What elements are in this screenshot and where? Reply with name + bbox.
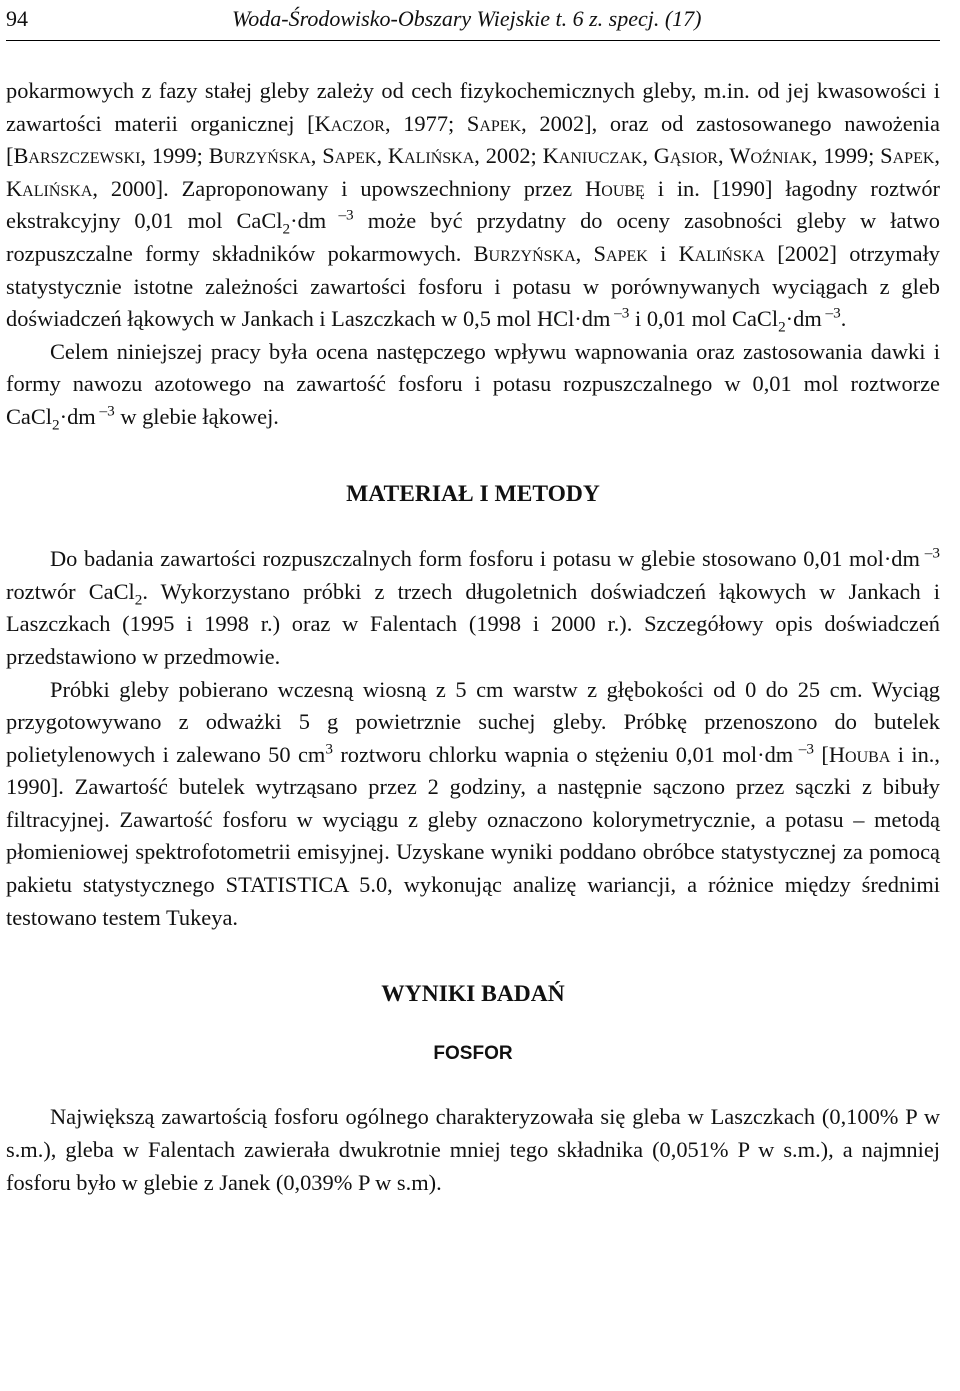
text-run: w glebie łąkowej.: [114, 403, 279, 429]
author-name: Houba: [828, 741, 891, 767]
author-name: Houbę: [585, 175, 645, 201]
page-number: 94: [6, 6, 28, 31]
subscript: 2: [134, 591, 143, 609]
text-run: i in. [1990] łagodny roztwór ekstrakcyjny 0,01 mol CaCl: [6, 175, 940, 234]
author-name: Kalińska: [6, 175, 93, 201]
author-name: Sapek: [466, 110, 522, 136]
text-run: ,: [310, 143, 323, 169]
author-name: Barszczewski: [13, 143, 141, 169]
text-run: ,: [717, 143, 730, 169]
superscript: –3: [326, 206, 354, 224]
text-run: Do badania zawartości rozpuszczalnych form fosforu i potasu w glebie stosowano 0,01 mol·dm: [50, 546, 920, 572]
text-run: Próbki gleby pobierano wczesną wiosną z 5 cm warstw z głębokości od 0 do 25 cm. Wyciąg przygotowywano z odważki 5 g powietrznie suchej gleby. Próbkę przenoszono do butelek polietylenowych i zalewano 50 cm: [6, 676, 940, 767]
text-run: ,: [642, 143, 654, 169]
running-header: [6, 2, 940, 36]
text-run: [: [814, 741, 829, 767]
author-name: Kalińska: [678, 240, 765, 266]
intro-paragraph-1: [6, 75, 940, 336]
text-run: i: [647, 240, 679, 266]
subsection-heading-phosphorus: FOSFOR: [433, 1042, 513, 1064]
superscript: –3: [821, 304, 841, 322]
author-name: Sapek: [593, 240, 648, 266]
text-run: , 2002;: [474, 143, 543, 169]
author-name: Kalińska: [387, 143, 475, 169]
text-run: Celem niniejszej pracy była ocena następczego wpływu wapnowania oraz zastosowania dawki i formy nawozu azotowego na zawartość fosforu i potasu rozpuszczalnego w 0,01 mol roztworze CaCl: [6, 338, 940, 429]
header-rule: [6, 40, 940, 41]
subscript: 2: [52, 416, 60, 434]
text-run: Największą zawartością fosforu ogólnego charakteryzowała się gleba w Laszczkach (0,100% P w s.m.), gleba w Falentach zawierała dwukrotnie mniej tego składnika (0,051% P w s.m.), a najmniej fosforu było w glebie z Janek (0,039% P w s.m).: [6, 1104, 940, 1195]
subscript: 2: [282, 220, 291, 238]
text-run: roztworu chlorku wapnia o stężeniu 0,01 mol·dm: [332, 741, 794, 767]
superscript: –3: [919, 544, 941, 562]
methods-paragraph-1: [6, 543, 940, 673]
results-paragraph-1: [6, 1101, 940, 1199]
text-run: ,: [934, 143, 941, 169]
text-run: ·dm: [290, 208, 327, 234]
text-run: pokarmowych z fazy stałej gleby zależy od cech fizykochemicznych gleby, m.in. od jej kwasowości i zawartości materii organicznej [: [6, 78, 940, 136]
author-name: Sapek: [880, 143, 935, 169]
author-name: Burzyńska: [208, 143, 311, 169]
text-run: , 1999;: [140, 143, 209, 169]
text-run: , 1977;: [384, 110, 467, 136]
text-run: .: [840, 306, 847, 332]
author-name: Burzyńska: [473, 240, 576, 266]
text-run: . Wykorzystano próbki z trzech długoletnich doświadczeń łąkowych w Jankach i Laszczkach (1995 i 1998 r.) oraz w Falentach (1998 i 2000 r.). Szczegółowy opis doświadczeń przedstawiono w przedmowie.: [6, 578, 940, 669]
superscript: –3: [95, 402, 115, 420]
author-name: Sapek: [322, 143, 377, 169]
text-run: roztwór CaCl: [6, 578, 135, 604]
author-name: Kaczor: [314, 110, 385, 136]
text-run: , 2002], oraz od zastosowanego nawożenia [: [6, 110, 940, 169]
superscript: 3: [325, 740, 333, 758]
superscript: –3: [793, 740, 815, 758]
text-run: [2002] otrzymały statystycznie istotne zależności zawartości fosforu i potasu w porównywanych wyciągach z gleb doświadczeń łąkowych w Jankach i Laszczkach w 0,5 mol HCl·dm: [6, 240, 941, 332]
methods-paragraph-2: [6, 674, 940, 935]
subscript: 2: [778, 318, 786, 336]
text-run: ·dm: [59, 403, 96, 429]
text-run: , 1999;: [811, 143, 881, 169]
text-run: ·dm: [785, 306, 822, 332]
author-name: Kaniuczak: [542, 143, 643, 169]
text-run: i 0,01 mol CaCl: [629, 306, 779, 332]
author-name: Gąsior: [653, 143, 718, 169]
intro-paragraph-2: [6, 336, 940, 434]
text-run: ,: [376, 143, 388, 169]
superscript: –3: [610, 304, 630, 322]
text-run: , 2000]. Zaproponowany i upowszechniony przez: [92, 175, 586, 201]
section-heading-results: WYNIKI BADAŃ: [381, 981, 565, 1008]
section-heading-methods: MATERIAŁ I METODY: [346, 480, 600, 507]
text-run: ,: [575, 240, 594, 266]
journal-title: Woda-Środowisko-Obszary Wiejskie t. 6 z. specj. (17): [232, 6, 702, 31]
article-body: [6, 75, 940, 1199]
author-name: Woźniak: [729, 143, 812, 169]
text-run: i in., 1990]. Zawartość butelek wytrząsano przez 2 godziny, a następnie sączono przez sączki z bibuły filtracyjnej. Zawartość fosforu w wyciągu z gleby oznaczono kolorymetrycznie, a potasu – metodą płomieniowej spektrofotometrii emisyjnej. Uzyskane wyniki poddano obróbce statystycznej za pomocą pakietu statystycznego STATISTICA 5.0, wykonując analizę wariancji, a różnice między średnimi testowano testem Tukeya.: [6, 741, 941, 930]
text-run: może być przydatny do oceny zasobności gleby w łatwo rozpuszczalne formy składników pokarmowych.: [6, 208, 940, 266]
